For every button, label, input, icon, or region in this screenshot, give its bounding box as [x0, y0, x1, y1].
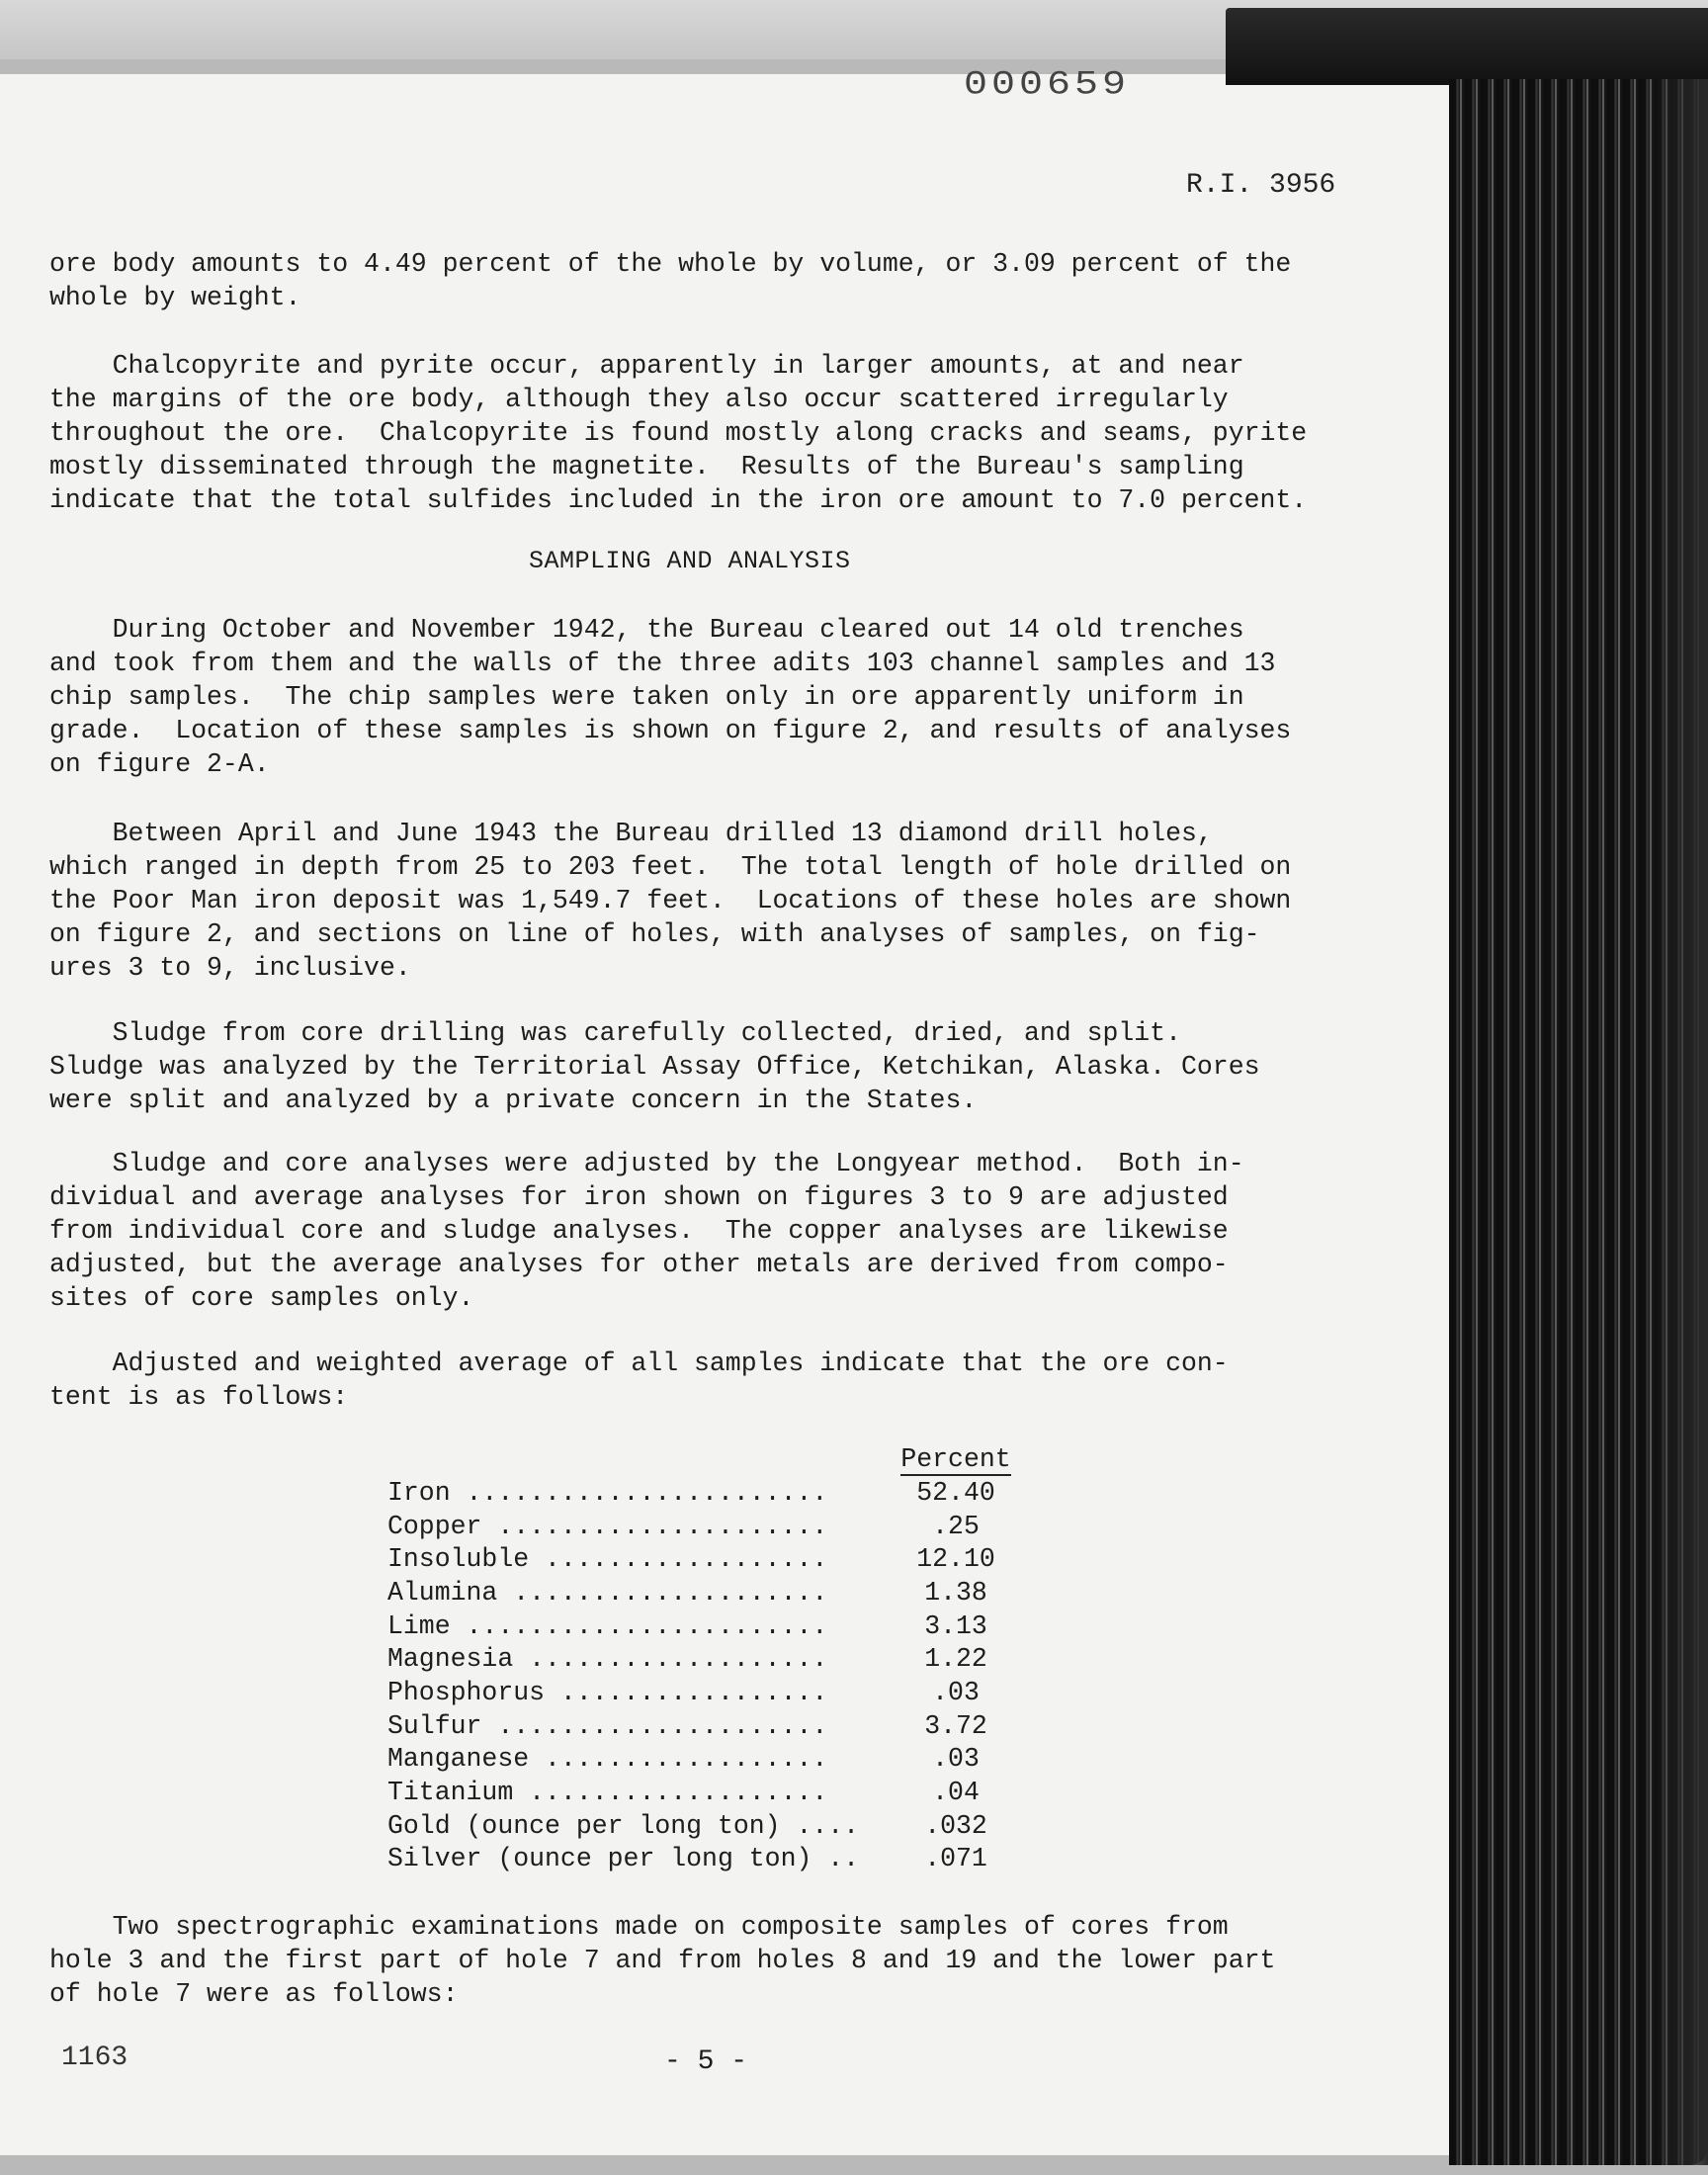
- table-row: [387, 1676, 1020, 1709]
- element-name: Phosphorus .................: [387, 1677, 828, 1707]
- table-header-row: [387, 1444, 1020, 1476]
- table-row: [387, 1476, 1020, 1510]
- element-percent: .03: [932, 1744, 980, 1775]
- table-row: [387, 1642, 1020, 1676]
- table-row: [387, 1743, 1020, 1777]
- element-name: Alumina ....................: [387, 1577, 828, 1608]
- paragraph-sludge: Sludge from core drilling was carefully collected, dried, and split. Sludge was analyzed by the Territorial Assay Office, Ketchikan, Alaska. Cores were split and analyzed by a private concern in the States.: [49, 1018, 1260, 1115]
- element-percent: 3.72: [924, 1710, 987, 1741]
- element-percent: 52.40: [916, 1477, 995, 1508]
- page-number: - 5 -: [664, 2046, 748, 2077]
- element-name: Copper .....................: [387, 1511, 828, 1541]
- section-heading: SAMPLING AND ANALYSIS: [529, 547, 851, 575]
- book-shadow-top: [1226, 8, 1708, 85]
- element-name: Manganese ..................: [387, 1744, 828, 1775]
- element-percent: 3.13: [924, 1610, 987, 1641]
- table-row: [387, 1510, 1020, 1543]
- percent-header: Percent: [900, 1444, 1011, 1474]
- table-row: [387, 1809, 1020, 1843]
- footer-code: 1163: [61, 2043, 128, 2073]
- paragraph-chalcopyrite: Chalcopyrite and pyrite occur, apparently in larger amounts, at and near the margins of the ore body, although they also occur scattered irregularly throughout the ore. Chalcopyrite is found mostly along cracks and seams, pyrite mostly disseminated through the magnetite. Results of the Bureau's sampling indicate that the total sulfides included in the iron ore amount to 7.0 percent.: [49, 351, 1308, 515]
- element-percent: 1.38: [924, 1577, 987, 1608]
- table-row: [387, 1610, 1020, 1643]
- book-page-edges: [1449, 79, 1708, 2165]
- element-name: Titanium ...................: [387, 1778, 828, 1808]
- element-percent: 1.22: [924, 1644, 987, 1675]
- ore-content-table: [387, 1444, 1020, 1875]
- table-row: [387, 1776, 1020, 1809]
- table-row: [387, 1576, 1020, 1610]
- table-row: [387, 1542, 1020, 1576]
- element-name: Insoluble ..................: [387, 1544, 828, 1575]
- paragraph-ore-content: Adjusted and weighted average of all samples indicate that the ore con- tent is as follows:: [49, 1348, 1229, 1412]
- element-name: Sulfur .....................: [387, 1710, 828, 1741]
- element-percent: .071: [924, 1844, 987, 1874]
- paragraph-drilling: Between April and June 1943 the Bureau drilled 13 diamond drill holes, which ranged in depth from 25 to 203 feet. The total length of hole drilled on the Poor Man iron deposit was 1,549.7 feet. Locations of these holes are shown on figure 2, and sections on line of holes, with analyses of samples, on fig- ures 3 to 9, inclusive.: [49, 819, 1292, 983]
- element-percent: .032: [924, 1810, 987, 1841]
- element-name: Lime .......................: [387, 1610, 828, 1641]
- document-stamp-number: 000659: [964, 66, 1131, 105]
- element-percent: .25: [932, 1511, 980, 1541]
- element-name: Iron .......................: [387, 1477, 828, 1508]
- paragraph-adjustment: Sludge and core analyses were adjusted by the Longyear method. Both in- dividual and average analyses for iron shown on figures 3 to 9 are adjusted from individual core and sludge analyses. The copper analyses are likewise adjusted, but the average analyses for other metals are derived from compo- sites of core samples only.: [49, 1149, 1244, 1313]
- element-percent: .03: [932, 1677, 980, 1707]
- paragraph-spectrographic: Two spectrographic examinations made on composite samples of cores from hole 3 and the first part of hole 7 and from holes 8 and 19 and the lower part of hole 7 were as follows:: [49, 1912, 1276, 2009]
- paragraph-sampling: During October and November 1942, the Bureau cleared out 14 old trenches and took from them and the walls of the three adits 103 channel samples and 13 chip samples. The chip samples were taken only in ore apparently uniform in grade. Location of these samples is shown on figure 2, and results of analyses on figure 2-A.: [49, 615, 1292, 779]
- element-percent: .04: [932, 1778, 980, 1808]
- element-percent: 12.10: [916, 1544, 995, 1575]
- element-name: Magnesia ...................: [387, 1644, 828, 1675]
- element-name: Gold (ounce per long ton) ....: [387, 1810, 860, 1841]
- paragraph-ore-body: ore body amounts to 4.49 percent of the whole by volume, or 3.09 percent of the whole by weight.: [49, 249, 1292, 312]
- report-id: R.I. 3956: [1186, 170, 1336, 201]
- element-name: Silver (ounce per long ton) ..: [387, 1844, 860, 1874]
- table-row: [387, 1709, 1020, 1743]
- table-row: [387, 1843, 1020, 1876]
